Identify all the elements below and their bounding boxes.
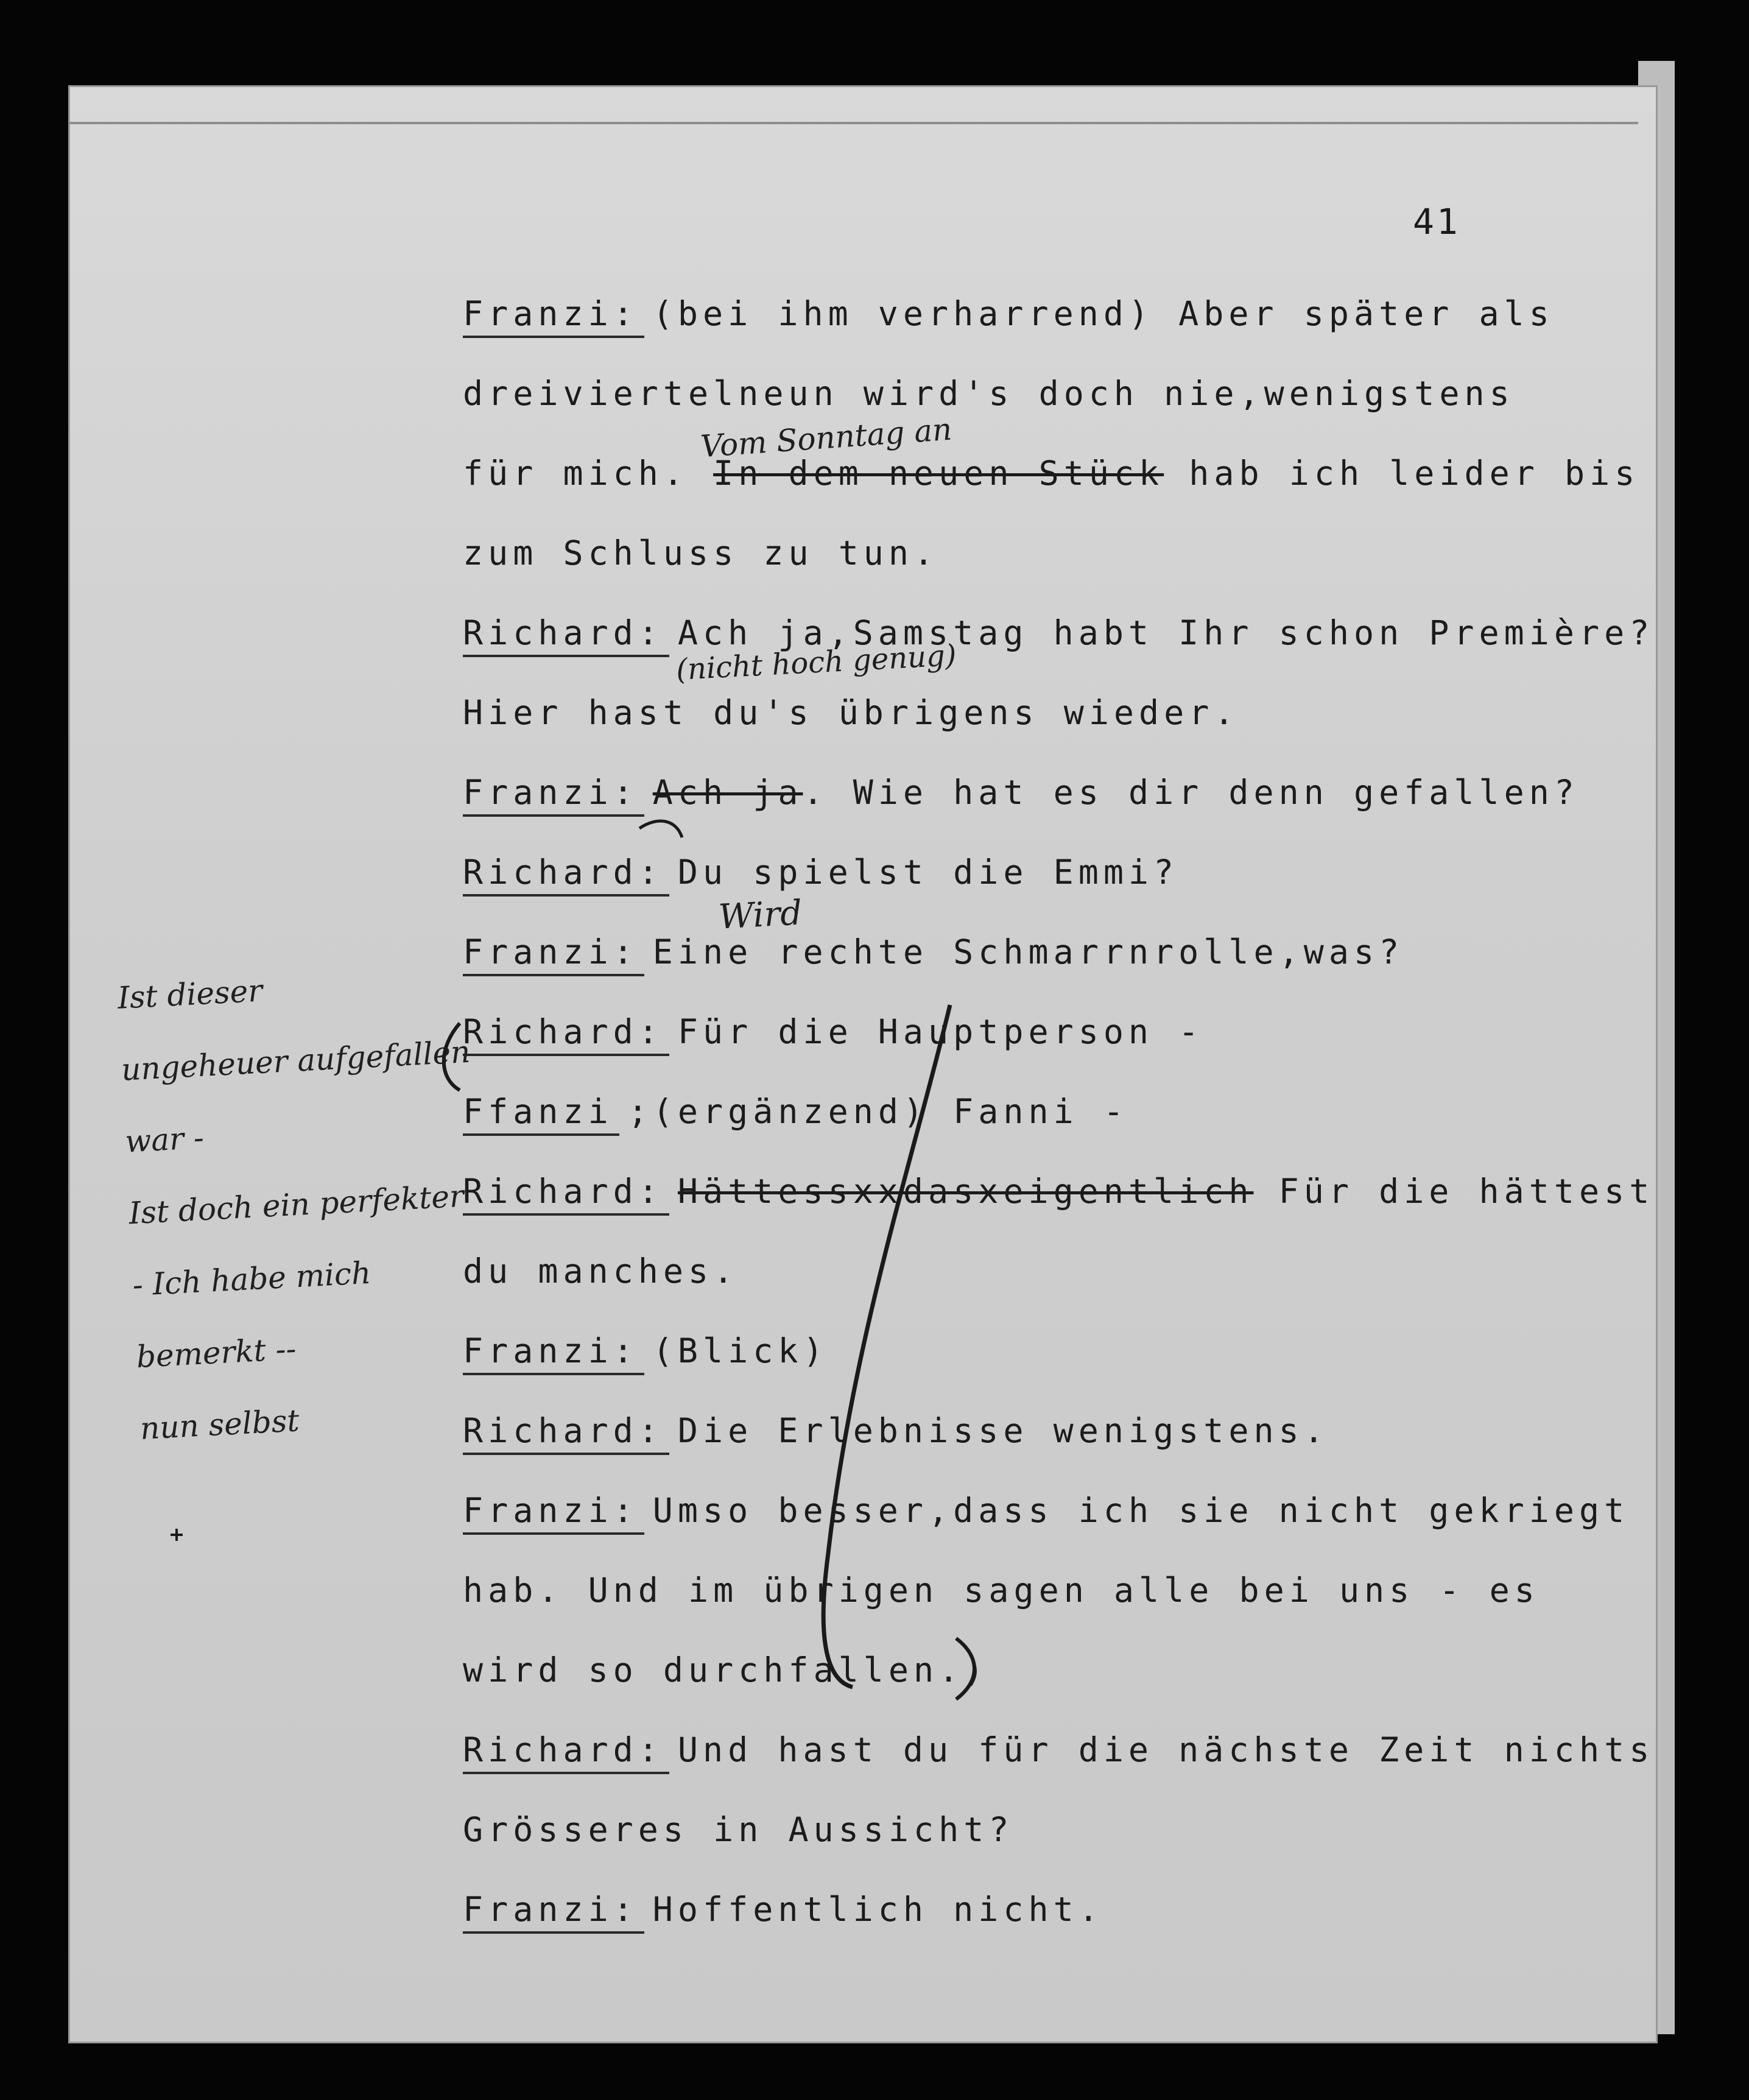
line-text: Hoffentlich nicht. — [652, 1890, 1103, 1929]
dialogue-line — [463, 1471, 1650, 1551]
dialogue-line — [463, 1551, 1650, 1630]
margin-note-line: Ist doch ein perfekter — [128, 1178, 465, 1231]
line-text: Umso besser,dass ich sie nicht gekriegt — [652, 1491, 1630, 1530]
line-text: Für die Hauptperson - — [677, 1012, 1204, 1051]
margin-note-line: nun selbst — [139, 1403, 300, 1446]
dialogue-line — [463, 434, 1650, 513]
speaker-label: Richard: — [463, 1409, 669, 1455]
speaker-label: Franzi: — [463, 1887, 644, 1934]
line-text: Die Erlebnisse wenigstens. — [677, 1411, 1329, 1450]
speaker-label: Franzi: — [463, 1489, 644, 1535]
margin-note-line: bemerkt -- — [135, 1331, 297, 1375]
line-text: (Blick) — [652, 1331, 828, 1370]
dialogue-line — [463, 274, 1650, 354]
handwritten-insertion: (nicht hoch genug) — [675, 638, 957, 688]
line-text: zum Schluss zu tun. — [463, 534, 939, 573]
dialogue-line — [463, 354, 1650, 434]
handwritten-insertion: Wird — [717, 893, 803, 937]
line-text: dreiviertelneun wird's doch nie,wenigstens — [463, 374, 1515, 413]
dialogue-line — [463, 1072, 1650, 1152]
line-text: du manches. — [463, 1252, 739, 1291]
speaker-label: Richard: — [463, 850, 669, 897]
speaker-label: Franzi: — [463, 930, 644, 976]
dialogue-line — [463, 673, 1650, 753]
dialogue-line — [463, 1311, 1650, 1391]
dialogue-line — [463, 1870, 1650, 1950]
margin-note — [116, 945, 482, 1465]
speaker-label: Ffanzi — [463, 1090, 619, 1136]
dialogue-line — [463, 992, 1650, 1072]
dialogue-line — [463, 1231, 1650, 1311]
dialogue-line — [463, 753, 1650, 833]
dialogue-line — [463, 593, 1655, 673]
speaker-label: Franzi: — [463, 1329, 644, 1375]
dialogue-line — [463, 912, 1650, 992]
line-text: ;(ergänzend) Fanni - — [627, 1092, 1128, 1131]
line-text: Und hast du für die nächste Zeit nichts — [677, 1730, 1655, 1769]
margin-note-line: Ist dieser — [116, 973, 264, 1016]
dialogue-line — [463, 1710, 1655, 1790]
line-text: Du spielst die Emmi? — [677, 853, 1179, 892]
line-text: wird so durchfallen.) — [463, 1651, 989, 1690]
dialogue-line — [463, 1790, 1650, 1870]
margin-note-line: war - — [124, 1119, 205, 1160]
margin-note-line: - Ich habe mich — [132, 1255, 372, 1303]
dialogue-line — [463, 1630, 1650, 1710]
speaker-label: Franzi: — [463, 770, 644, 817]
margin-note-line: ungeheuer aufgefallen — [120, 1034, 471, 1088]
line-text: . Wie hat es dir denn gefallen? — [803, 773, 1579, 812]
dialogue-line — [463, 1391, 1650, 1471]
speaker-label: Richard: — [463, 1728, 669, 1774]
dialogue-lines — [463, 274, 1655, 1950]
dialogue-line — [463, 513, 1650, 593]
struck-text: Hättessxxdasxeigentlich — [677, 1172, 1254, 1211]
speaker-label: Franzi: — [463, 292, 644, 338]
line-text: hab ich leider bis — [1164, 454, 1640, 493]
struck-text: In dem neuen Stück — [713, 454, 1164, 493]
dialogue-line — [463, 1152, 1655, 1231]
line-text: für mich. — [463, 454, 714, 493]
struck-text: Ach ja — [652, 773, 803, 812]
line-text: Für die hättest — [1253, 1172, 1655, 1211]
dialogue-line — [463, 833, 1650, 912]
line-text: (bei ihm verharrend) Aber später als — [652, 294, 1554, 333]
line-text: Grösseres in Aussicht? — [463, 1810, 1014, 1849]
line-text: hab. Und im übrigen sagen alle bei uns - es — [463, 1571, 1540, 1610]
line-text: Ach ja,Samstag habt Ihr schon Première? — [677, 613, 1655, 652]
speaker-label: Richard: — [463, 1169, 669, 1216]
page-top-edge — [68, 122, 1638, 124]
page-number: 41 — [1413, 201, 1460, 242]
handwritten-insertion: Vom Sonntag an — [699, 411, 954, 465]
speaker-label: Richard: — [463, 1010, 669, 1056]
line-text: Hier hast du's übrigens wieder. — [463, 693, 1239, 732]
speaker-label: Richard: — [463, 611, 669, 657]
line-text: Eine rechte Schmarrnrolle,was? — [652, 932, 1404, 971]
